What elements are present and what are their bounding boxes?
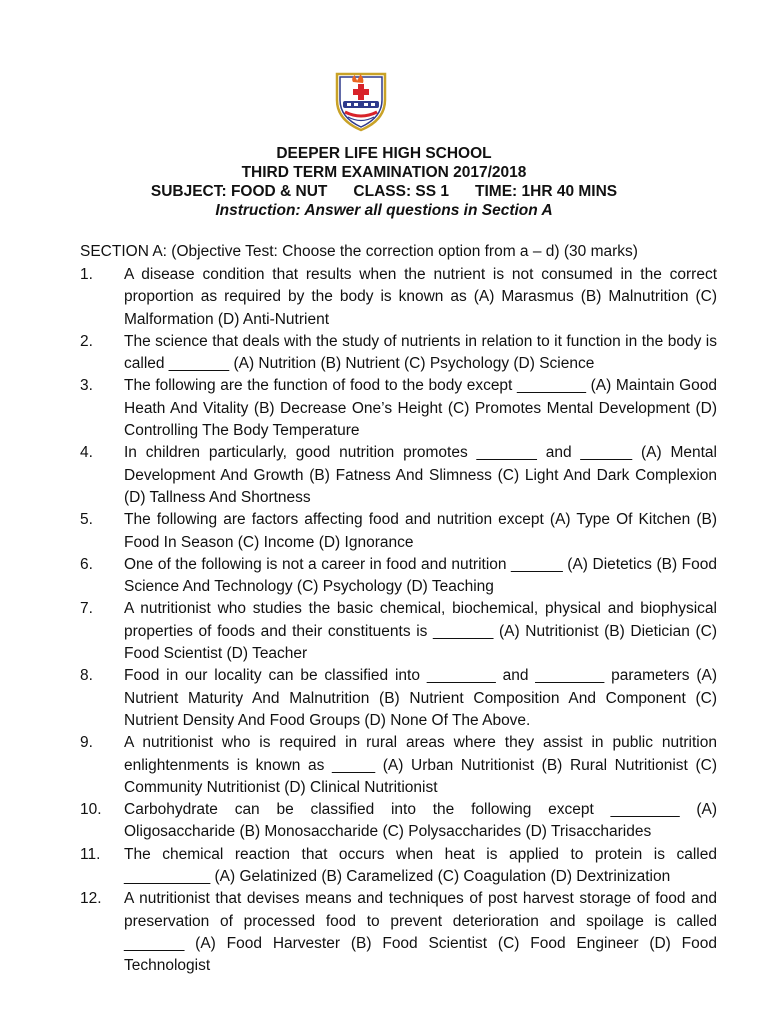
question-item [80,375,717,442]
question-item [80,331,717,376]
question-item [80,509,717,554]
question-text: The following are the function of food to the body except ________ (A) Maintain Good Heath And Vitality (B) Decrease One’s Height (C) Promotes Mental Development (D) Controlling The Body Temperature [124,377,717,440]
subject-label: SUBJECT: FOOD & NUT [150,183,328,200]
section-a-heading: SECTION A: (Objective Test: Choose the correction option from a – d) (30 marks) [80,243,638,260]
exam-header [0,144,768,220]
question-number: 9. [80,734,93,752]
question-number: 6. [80,555,93,573]
question-text: The science that deals with the study of nutrients in relation to it function in the body is called _______ (A) Nutrition (B) Nutrient (C) Psychology (D) Science [124,332,717,373]
question-item [80,665,717,732]
school-crest-icon [331,70,391,132]
question-text: A nutritionist who studies the basic chemical, biochemical, physical and biophysical properties of foods and their constituents is _______ (A) Nutritionist (B) Dietician (C) Food Scientist (D) Teacher [124,600,717,663]
question-text: A nutritionist that devises means and techniques of post harvest storage of food and preservation of processed food to prevent deterioration and spoilage is called _______ (A) Food Harvester (B) Food Scientist (C) Food Engineer (D) Food Technologist [124,890,717,975]
question-number: 1. [80,266,93,283]
question-text: Food in our locality can be classified into ________ and ________ parameters (A) Nutrient Maturity And Malnutrition (B) Nutrient Composition And Component (C) Nutrient Density And Food Groups (D) None Of The Above. [124,667,717,729]
exam-title: THIRD TERM EXAMINATION 2017/2018 [241,164,527,181]
question-text: A disease condition that results when the nutrient is not consumed in the correct proportion as required by the body is known as (A) Marasmus (B) Malnutrition (C) Malformation (D) Anti-Nutrient [124,266,717,328]
question-text: The chemical reaction that occurs when heat is applied to protein is called __________ (A) Gelatinized (B) Caramelized (C) Coagulation (D) Dextrinization [124,845,717,886]
question-item [80,732,717,799]
question-text: Carbohydrate can be classified into the following except ________ (A) Oligosaccharide (B) Monosaccharide (C) Polysaccharides (D) Trisaccharides [124,801,717,841]
time-label: TIME: 1HR 40 MINS [475,183,618,200]
question-text: The following are factors affecting food and nutrition except (A) Type Of Kitchen (B) Food In Season (C) Income (D) Ignorance [124,511,717,551]
question-number: 4. [80,444,93,462]
question-text: A nutritionist who is required in rural areas where they assist in public nutrition enlightenments is known as _____ (A) Urban Nutritionist (B) Rural Nutritionist (C) Community Nutritionist (D) Clinical Nutritionist [124,734,717,796]
question-item [80,264,717,331]
question-number: 12. [80,890,102,908]
question-item [80,888,717,977]
question-number: 7. [80,600,93,618]
question-number: 5. [80,511,93,529]
question-item [80,799,717,844]
question-number: 10. [80,801,102,819]
question-item [80,598,717,665]
instruction-text: Instruction: Answer all questions in Section A [215,202,553,219]
exam-details-row [0,182,768,201]
question-item [80,442,717,509]
class-label: CLASS: SS 1 [353,183,450,200]
question-number: 3. [80,377,93,395]
question-text: One of the following is not a career in food and nutrition ______ (A) Dietetics (B) Food Science And Technology (C) Psychology (D) Teaching [124,555,717,596]
question-number: 8. [80,667,93,685]
question-number: 2. [80,332,93,350]
question-number: 11. [80,845,101,863]
question-item [80,844,717,889]
question-item [80,554,717,599]
question-text: In children particularly, good nutrition promotes _______ and ______ (A) Mental Development And Growth (B) Fatness And Slimness (C) Light And Dark Complexion (D) Tallness And Shortness [124,444,717,506]
school-name: DEEPER LIFE HIGH SCHOOL [276,145,492,162]
question-list [80,264,717,978]
